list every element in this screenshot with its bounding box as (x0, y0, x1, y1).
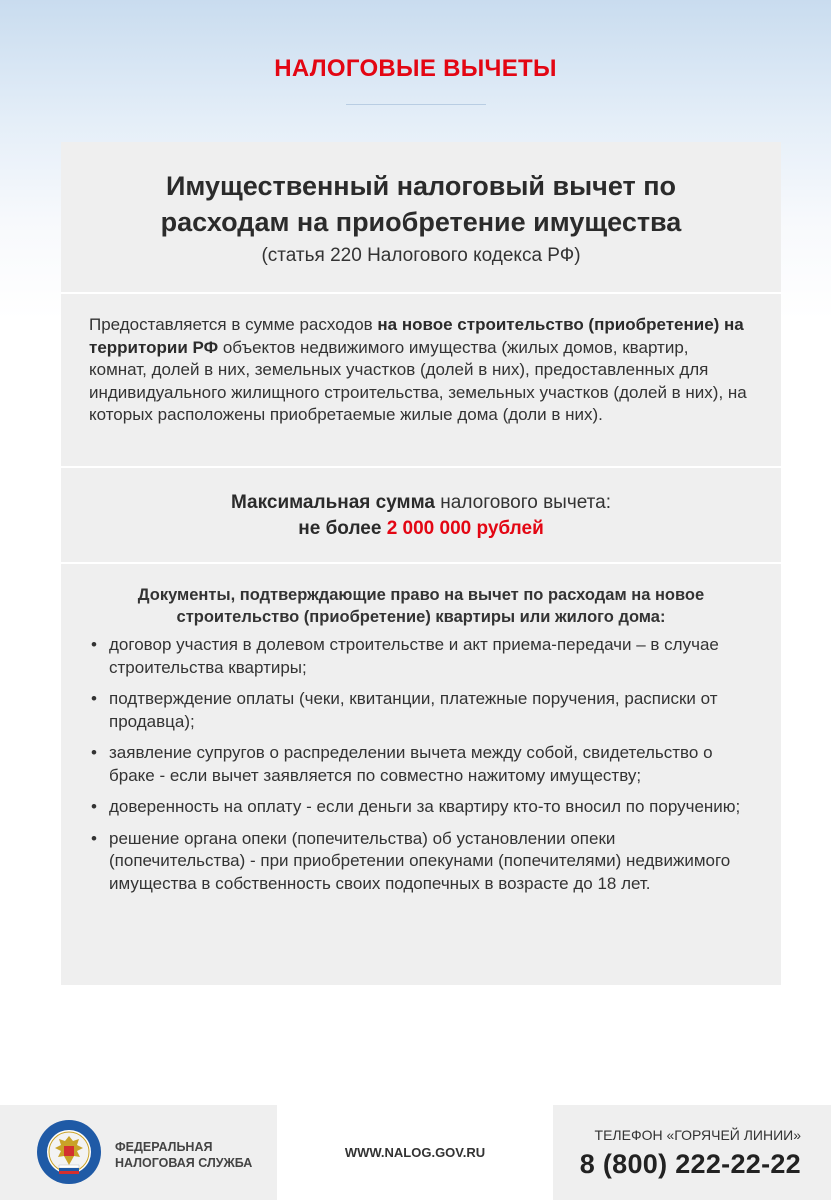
description-prefix: Предоставляется в сумме расходов (89, 315, 378, 334)
organization-name (115, 1139, 252, 1171)
footer (0, 1105, 831, 1200)
list-item: • доверенность на оплату - если деньги за квартиру кто-то вносил по поручению; (89, 796, 753, 819)
list-item: • договор участия в долевом строительстве и акт приема-передачи – в случае строительства квартиры; (89, 634, 753, 679)
documents-list (89, 634, 753, 895)
documents-section (61, 564, 781, 985)
max-sum-line2 (61, 516, 781, 542)
description-bold: на новое строительство (приобретение) на территории РФ (89, 315, 744, 357)
documents-heading: Документы, подтверждающие право на вычет по расходам на новое строительство (приобретение) квартиры или жилого дома: (137, 586, 705, 626)
max-sum-amount: 2 000 000 рублей (386, 518, 544, 539)
title-divider (346, 104, 486, 105)
website-link[interactable]: WWW.NALOG.GOV.RU (344, 1145, 486, 1160)
organization-name-line1: ФЕДЕРАЛЬНАЯ (115, 1140, 213, 1154)
max-sum-line1 (61, 490, 781, 516)
card-title-section (61, 142, 781, 292)
list-item: • решение органа опеки (попечительства) об установлении опеки (попечительства) - при приобретении опекунами (попечителями) недвижимого имущества в собственность своих подопечных в возрасте до 18 лет. (89, 828, 753, 896)
page-title: НАЛОГОВЫЕ ВЫЧЕТЫ (274, 55, 557, 82)
description-section (61, 294, 781, 466)
hotline-label: ТЕЛЕФОН «ГОРЯЧЕЙ ЛИНИИ» (594, 1127, 801, 1143)
card-subtitle: (статья 220 Налогового кодекса РФ) (261, 245, 581, 266)
list-item: • подтверждение оплаты (чеки, квитанции, платежные поручения, расписки от продавца); (89, 688, 753, 733)
description-suffix: объектов недвижимого имущества (жилых домов, квартир, комнат, долей в них, земельных участков (долей в них), предоставленных для индивидуального жилищного строительства, земельных участков (долей в них), на которых расположены приобретаемые жилые дома (доли в них). (89, 337, 747, 424)
card-title-line1: Имущественный налоговый вычет по (165, 171, 677, 201)
max-sum-section (61, 468, 781, 562)
organization-name-line2: НАЛОГОВАЯ СЛУЖБА (115, 1156, 253, 1170)
card-title-line2: расходам на приобретение имущества (160, 207, 682, 237)
max-sum-text: налогового вычета: (434, 492, 611, 513)
list-item: • заявление супругов о распределении вычета между собой, свидетельство о браке - если вычет заявляется по совместно нажитому имуществу; (89, 742, 753, 787)
card-title (61, 168, 781, 240)
fns-emblem-icon (36, 1119, 102, 1185)
max-sum-prefix: не более (298, 518, 387, 539)
max-sum-bold: Максимальная сумма (231, 492, 435, 513)
info-card (61, 142, 781, 985)
hotline-phone[interactable]: 8 (800) 222-22-22 (579, 1149, 801, 1179)
